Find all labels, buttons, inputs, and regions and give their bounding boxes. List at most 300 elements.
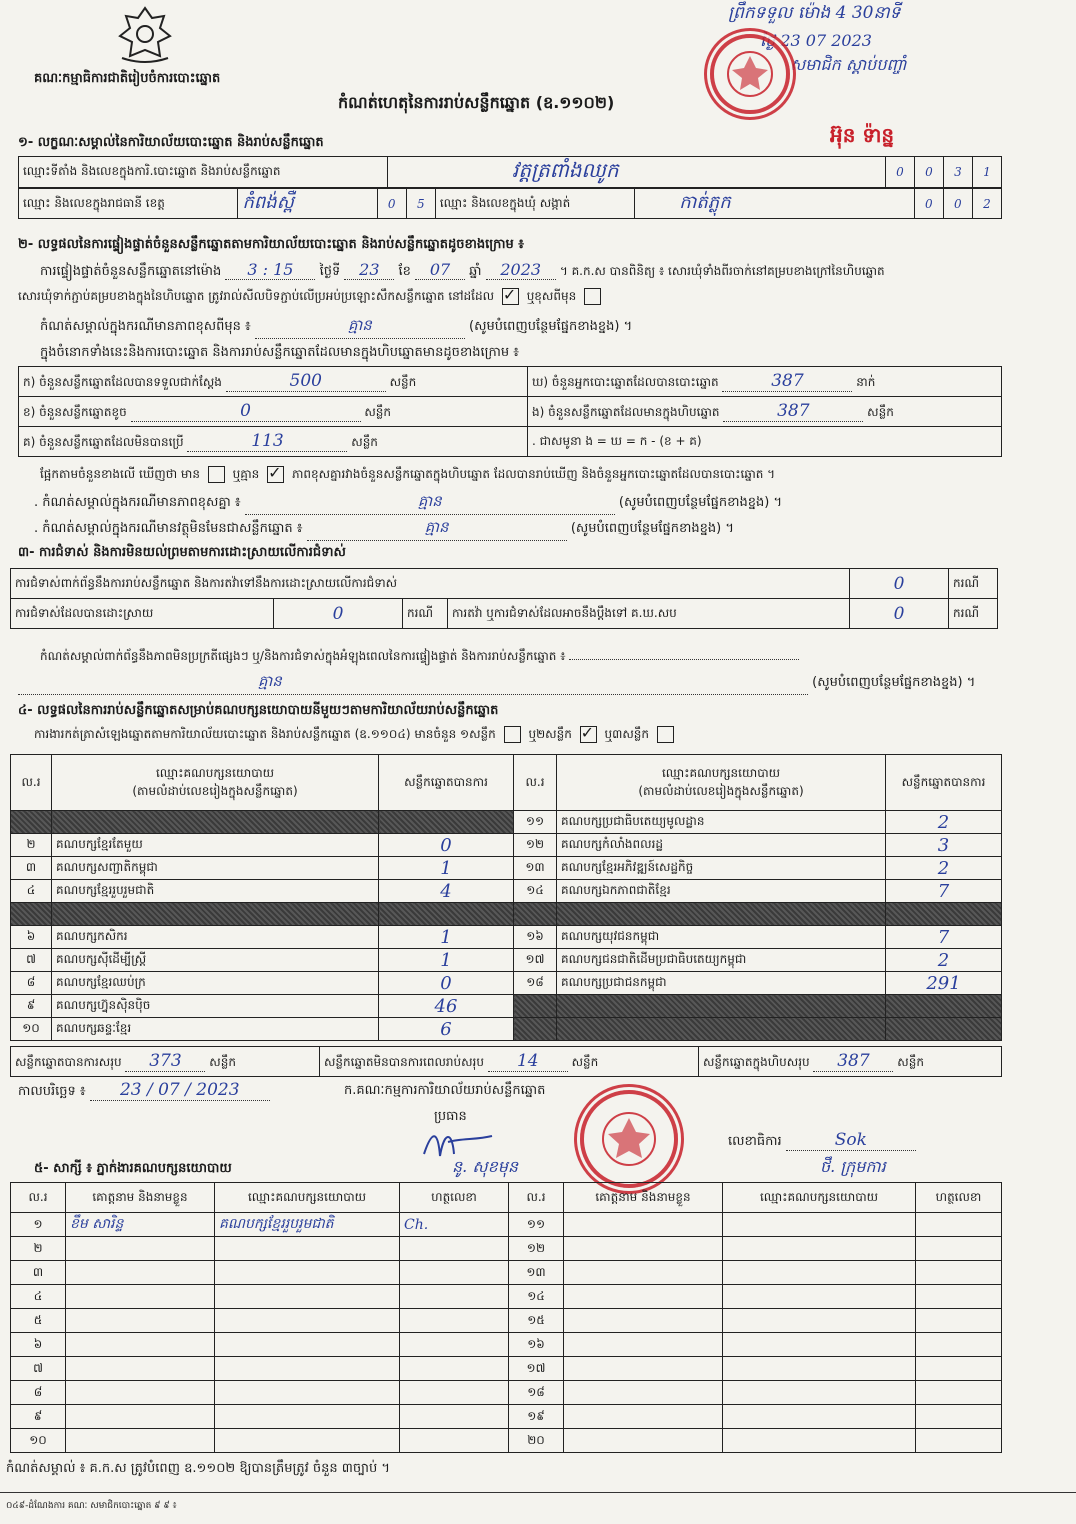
valid-total-cell [11,1047,320,1077]
footer-bottom: ០៤៩-ដំណែងការ គណៈ សមាជិកបោះឆ្នោត ៩ ៩ ៖ [6,1501,177,1511]
right-no-cell: ១២ [514,834,557,857]
province-name: កំពង់ស្ពឺ [242,192,294,213]
committee-stamp [580,1090,678,1188]
witness-table [10,1182,1002,1453]
box-total-value: 387 [813,1051,893,1072]
witness-no-left: ៤ [11,1285,66,1309]
results-row [11,811,1002,834]
witness-name-right[interactable] [564,1333,723,1357]
witness-sign-left[interactable] [400,1405,509,1429]
right-votes-cell [886,926,1002,949]
right-party-cell: គណបក្សប្រជាជនកម្ពុជា [557,972,886,995]
left-party-cell: គណបក្សខ្មែរតែមួយ [52,834,379,857]
count-d-label: ឃ) ចំនួនអ្នកបោះឆ្នោតដែលបានបោះឆ្នោត [532,375,719,389]
has-difference-checkbox[interactable] [208,466,225,483]
results-row [11,903,1002,926]
left-party-cell: គណបក្សខ្មែររួបរួមជាតិ [52,880,379,903]
witness-party-left[interactable] [215,1261,400,1285]
witness-sign-right[interactable] [916,1357,1002,1381]
witness-party-left[interactable] [215,1213,400,1237]
witness-sign-left-text: Ch. [404,1216,429,1233]
witness-name-left[interactable] [66,1309,215,1333]
right-no-cell: ១៧ [514,949,557,972]
right-party-cell: គណបក្សប្រជាធិបតេយ្យមូលដ្ឋាន [557,811,886,834]
change-note-hint: (សូមបំពេញបន្ថែមផ្នែកខាងខ្នង) ។ [469,319,633,334]
witness-party-right[interactable] [723,1285,916,1309]
top-official-stamp [710,34,790,114]
invalid-total-label: សន្លឹកឆ្នោតមិនបានការពេលរាប់សរុប [324,1055,484,1069]
difference-pre: ផ្អែកតាមចំនួនខាងលើ ឃើញថា មាន [40,467,200,481]
witness-sign-left[interactable] [400,1333,509,1357]
right-no-cell [514,903,557,926]
invalid-total-cell [320,1047,699,1077]
results-row [11,995,1002,1018]
left-party-cell: គណបក្សស៊ីដើម្បីស្ត្រី [52,949,379,972]
witness-sign-right[interactable] [916,1213,1002,1237]
change-note-value: គ្មាន [255,316,465,339]
invalid-note-value: គ្មាន [307,518,567,541]
witness-party-left[interactable] [215,1405,400,1429]
objection-value [850,569,949,599]
left-no-cell: ៦ [11,926,52,949]
resolved-value [274,599,403,629]
witness-name-left[interactable] [66,1333,215,1357]
resolved-count: 0 [332,603,344,624]
witness-no-left: ១០ [11,1429,66,1453]
date-value: 23 / 07 / 2023 [90,1080,270,1101]
count-c-value: 113 [187,431,347,452]
invalid-note-line [34,518,734,541]
witness-party-right[interactable] [723,1357,916,1381]
witness-name-right[interactable] [564,1309,723,1333]
count-c-unit: សន្លឹក [351,435,378,449]
count-d-cell [528,367,1002,397]
verification-pre: ការផ្ទៀងផ្ទាត់ចំនួនសន្លឹកឆ្នោតនៅម៉ោង [40,264,222,279]
witness-name-right[interactable] [564,1381,723,1405]
location-name: វត្តត្រពាំងឈូក [512,158,619,182]
irregularity-dots [569,659,799,660]
verification-time: 3 : 15 [225,260,315,280]
section1-heading: ១- លក្ខណៈសម្គាល់នៃការិយាល័យបោះឆ្នោត និងរាប់សន្លឹកឆ្នោត [18,135,324,150]
commune-name: កាត់ភ្លុក [679,192,731,213]
right-votes-value: 7 [937,880,950,902]
right-no-cell [514,995,557,1018]
commune-value [635,189,915,219]
formula-cell: . ជាសមូនា ង = ឃ = ក - (ខ + គ) [528,427,1002,457]
left-votes-cell [379,811,514,834]
difference-line [40,466,775,484]
witness-party-right[interactable] [723,1309,916,1333]
witness-row [11,1309,1002,1333]
date-label: កាលបរិច្ឆេទ ៖ [18,1084,86,1099]
invalid-total-value: 14 [488,1051,568,1072]
change-note-line [40,316,632,339]
count-d-value: 387 [722,371,852,392]
witness-name-left[interactable] [66,1405,215,1429]
witness-no-left: ៦ [11,1333,66,1357]
section1-table [18,156,1002,188]
secretary-signature: Sok [786,1130,916,1151]
witness-party-right[interactable] [723,1261,916,1285]
witness-name-left[interactable] [66,1357,215,1381]
witness-sign-left[interactable] [400,1213,509,1237]
left-votes-cell [379,926,514,949]
witness-party-right[interactable] [723,1429,916,1453]
witness-name-right[interactable] [564,1261,723,1285]
count-a-value: 500 [226,371,386,392]
col-party-right-title: ឈ្មោះគណបក្សនយោបាយ [661,765,781,780]
right-votes-value: 2 [937,949,950,971]
seal-text: សោរឃុំទាក់ភ្ជាប់គម្របខាងក្នុងនៃហិបឆ្នោត ត្រូវរាល់សីលបិទភ្ជាប់លើប្រអប់ប្រឡោះសឹកសន្លឹកឆ្នោត នៅដដែល [18,289,495,303]
location-label: ឈ្មោះទីតាំង និងលេខក្នុងការិ.បោះឆ្នោត និងរាប់សន្លឹកឆ្នោត [19,157,388,188]
col-no-left: ល.រ [11,755,52,811]
left-party-cell: គណបក្សកសិករ [52,926,379,949]
secretary-name: ថឹ. ក្រុមការ [820,1157,886,1176]
witness-name-right[interactable] [564,1405,723,1429]
witness-col-no-right: ល.រ [509,1183,564,1213]
difference-note-value: គ្មាន [245,492,615,515]
location-value [388,157,886,188]
left-no-cell: ៧ [11,949,52,972]
stamp-seal-icon [584,1094,674,1184]
results-row [11,972,1002,995]
witness-name-right[interactable] [564,1357,723,1381]
witness-name-left[interactable] [66,1213,215,1237]
witness-sign-left[interactable] [400,1261,509,1285]
valid-total-label: សន្លឹកឆ្នោតបានការសរុប [15,1055,122,1069]
location-digit: 1 [973,157,1002,188]
page-title: កំណត់ហេតុនៃការរាប់សន្លឹកឆ្នោត (ឧ.១១០២) [338,93,615,112]
witness-name-left[interactable] [66,1429,215,1453]
witness-party-right[interactable] [723,1405,916,1429]
witness-no-right: ១៥ [509,1309,564,1333]
right-votes-value: 291 [926,972,961,994]
province-digit: 0 [377,189,406,219]
count-a-unit: សន្លឹក [389,375,417,389]
witness-row [11,1333,1002,1357]
count-e-label: ង) ចំនួនសន្លឹកឆ្នោតដែលមានក្នុងហិបឆ្នោត [532,405,720,419]
witness-name-left[interactable] [66,1237,215,1261]
witness-no-left: ៩ [11,1405,66,1429]
witness-no-right: ១១ [509,1213,564,1237]
location-digit: 0 [886,157,915,188]
appeal-unit: ករណី [949,599,998,629]
witness-party-right[interactable] [723,1333,916,1357]
count-a-cell [19,367,528,397]
committee-label: ក.គណៈកម្មការការិយាល័យរាប់សន្លឹកឆ្នោត [344,1083,546,1098]
results-table [10,754,1002,1041]
col-votes-left: សន្លឹកឆ្នោតបានការ [379,755,514,811]
left-votes-cell [379,903,514,926]
witness-col-party-right: ឈ្មោះគណបក្សនយោបាយ [723,1183,916,1213]
two-copies-label: ឬ២សន្លឹក [528,727,572,741]
box-total-unit: សន្លឹក [897,1055,924,1069]
left-party-cell [52,903,379,926]
witness-name-left[interactable] [66,1285,215,1309]
witness-no-left: ៨ [11,1381,66,1405]
left-no-cell: ៩ [11,995,52,1018]
one-copy-checkbox[interactable] [504,726,521,743]
left-party-cell: គណបក្សឆន្ទៈខ្មែរ [52,1018,379,1041]
irregularity-value: គ្មាន [18,672,808,695]
province-digit: 5 [406,189,435,219]
right-party-cell [557,1018,886,1041]
chair-label: ប្រធាន [434,1109,467,1124]
left-no-cell: ៨ [11,972,52,995]
receipt-date: ថ្ងៃ 23 07 2023 [760,31,872,50]
right-votes-value: 2 [937,857,950,879]
witness-party-right[interactable] [723,1237,916,1261]
count-e-cell [528,397,1002,427]
count-d-unit: នាក់ [856,375,876,389]
right-votes-cell [886,857,1002,880]
witness-no-left: ២ [11,1237,66,1261]
witness-no-right: ១៣ [509,1261,564,1285]
same-checkbox[interactable] [502,288,519,305]
witness-name-right[interactable] [564,1429,723,1453]
left-votes-cell [379,834,514,857]
commune-digit: 2 [972,189,1001,219]
witness-row [11,1237,1002,1261]
footer-note: កំណត់សម្គាល់ ៖ គ.ក.ស ត្រូវបំពេញ ឧ.១១០២ ឱ្យបានត្រឹមត្រូវ ចំនួន ៣ច្បាប់ ។ [6,1461,390,1476]
change-note-label: កំណត់សម្គាល់ក្នុងករណីមានភាពខុសពីមុន ៖ [40,319,251,334]
right-votes-cell [886,972,1002,995]
witness-party-left[interactable] [215,1381,400,1405]
irregularity-label: កំណត់សម្គាល់ពាក់ព័ន្ធនឹងភាពមិនប្រក្រតីផ្សេងៗ ឬ/និងការជំទាស់ក្នុងអំឡុងពេលនៃការផ្ទៀងផ្ទាត់ និងការរាប់សន្លឹកឆ្នោត ៖ [40,649,566,663]
chair-name: នូ. សុខមុន [452,1157,519,1176]
witness-no-right: ១៧ [509,1357,564,1381]
copies-text: ការងារកត់ត្រាសំឡេងឆ្នោតតាមការិយាល័យបោះឆ្នោត និងរាប់សន្លឹកឆ្នោត (ឧ.១១០៤) មានចំនួន ១សន្លឹក [34,727,496,741]
right-no-cell [514,1018,557,1041]
different-checkbox[interactable] [584,288,601,305]
col-party-left-sub: (តាមលំដាប់លេខរៀងក្នុងសន្លឹកឆ្នោត) [132,783,298,798]
witness-party-right[interactable] [723,1381,916,1405]
count-b-unit: សន្លឹក [364,405,392,419]
three-copies-checkbox[interactable] [657,726,674,743]
secretary-line [728,1130,916,1152]
right-no-cell: ១៤ [514,880,557,903]
witness-name-right[interactable] [564,1213,723,1237]
valid-total-unit: សន្លឹក [209,1055,236,1069]
objection-count: 0 [893,573,905,594]
col-party-left-title: ឈ្មោះគណបក្សនយោបាយ [155,765,275,780]
section4-heading: ៤- លទ្ធផលនៃការរាប់សន្លឹកឆ្នោតសម្រាប់គណបក្សនយោបាយនីមួយៗតាមការិយាល័យរាប់សន្លឹកឆ្នោត [18,703,499,718]
witness-sign-left[interactable] [400,1309,509,1333]
witness-sign-left[interactable] [400,1285,509,1309]
count-c-cell [19,427,528,457]
results-row [11,880,1002,903]
witness-row [11,1213,1002,1237]
secretary-label: លេខាធិការ [728,1134,782,1149]
right-party-cell: គណបក្សយុវជនកម្ពុជា [557,926,886,949]
witness-party-left[interactable] [215,1237,400,1261]
right-votes-cell [886,995,1002,1018]
verification-post: ។ គ.ក.ស បានពិនិត្យ ៖ សោរឃុំទាំងពីរចាក់នៅគម្របខាងក្រៅនៃហិបឆ្នោត [559,264,885,278]
resolved-unit: ករណី [403,599,448,629]
verification-line [40,260,885,282]
difference-or: ឬគ្មាន [232,467,260,481]
witness-sign-right[interactable] [916,1237,1002,1261]
left-no-cell: ៣ [11,857,52,880]
right-votes-cell [886,880,1002,903]
left-no-cell: ២ [11,834,52,857]
results-row [11,1018,1002,1041]
right-votes-cell [886,834,1002,857]
objection-label: ការជំទាស់ពាក់ព័ន្ធនឹងការរាប់សន្លឹកឆ្នោត និងការតវ៉ាទៅនឹងការដោះស្រាយលើការជំទាស់ [11,569,850,599]
left-no-cell: ៤ [11,880,52,903]
objection-unit: ករណី [949,569,998,599]
witness-no-right: ២០ [509,1429,564,1453]
witness-sign-right[interactable] [916,1429,1002,1453]
witness-row [11,1261,1002,1285]
witness-col-sign-left: ហត្ថលេខា [400,1183,509,1213]
witness-no-right: ១៨ [509,1381,564,1405]
commune-digit: 0 [943,189,972,219]
left-votes-value: 1 [440,949,452,971]
witness-name-left-text: ខឹម សារិន្ទ [70,1216,124,1232]
location-digit: 0 [915,157,944,188]
witness-name-left[interactable] [66,1381,215,1405]
witness-no-right: ១៦ [509,1333,564,1357]
witness-party-left[interactable] [215,1357,400,1381]
right-no-cell: ១១ [514,811,557,834]
witness-name-right[interactable] [564,1237,723,1261]
left-votes-cell [379,857,514,880]
witness-name-right[interactable] [564,1285,723,1309]
witness-col-name-left: គោត្តនាម និងនាមខ្លួន [66,1183,215,1213]
witness-sign-right[interactable] [916,1285,1002,1309]
col-party-right [557,755,886,811]
left-votes-value: 6 [440,1018,452,1040]
month-label: ខែ [398,264,411,279]
footer-divider [0,1492,1076,1493]
right-votes-cell [886,811,1002,834]
right-votes-value: 2 [937,811,950,833]
year-label: ឆ្នាំ [469,264,482,279]
section3-heading: ៣- ការជំទាស់ និងការមិនយល់ព្រមតាមការដោះស្រាយលើការជំទាស់ [18,545,346,560]
results-row [11,857,1002,880]
left-party-cell: គណបក្សខ្មែរឈប់ក្រ [52,972,379,995]
appeal-count: 0 [893,603,905,624]
witness-sign-left[interactable] [400,1381,509,1405]
col-votes-right: សន្លឹកឆ្នោតបានការ [886,755,1002,811]
right-no-cell: ១៣ [514,857,557,880]
location-digit: 3 [944,157,973,188]
witness-party-right[interactable] [723,1213,916,1237]
no-difference-checkbox[interactable] [267,466,284,483]
left-votes-cell [379,1018,514,1041]
witness-party-left[interactable] [215,1285,400,1309]
right-votes-cell [886,903,1002,926]
witness-sign-right[interactable] [916,1261,1002,1285]
left-votes-value: 0 [440,972,452,994]
irregularity-note [40,648,799,666]
witness-sign-left[interactable] [400,1357,509,1381]
count-c-label: គ) ចំនួនសន្លឹកឆ្នោតដែលមិនបានប្រើ [23,435,184,449]
witness-name-left[interactable] [66,1261,215,1285]
count-e-value: 387 [723,401,863,422]
right-no-cell: ១៦ [514,926,557,949]
left-votes-cell [379,972,514,995]
left-votes-value: 46 [434,995,458,1017]
counts-table [18,366,1002,457]
right-votes-value: 7 [937,926,950,948]
right-party-cell: គណបក្សជនជាតិដើមប្រជាធិបតេយ្យកម្ពុជា [557,949,886,972]
witness-sign-right[interactable] [916,1405,1002,1429]
results-row [11,926,1002,949]
witness-row [11,1405,1002,1429]
totals-table [10,1046,1002,1077]
witness-col-party-left: ឈ្មោះគណបក្សនយោបាយ [215,1183,400,1213]
valid-total-value: 373 [125,1051,205,1072]
witness-no-right: ១២ [509,1237,564,1261]
witness-row [11,1381,1002,1405]
witness-party-left[interactable] [215,1333,400,1357]
province-value [238,189,377,219]
witness-party-left[interactable] [215,1429,400,1453]
witness-row [11,1357,1002,1381]
witness-sign-left[interactable] [400,1429,509,1453]
day-label: ថ្ងៃទី [319,264,341,279]
verification-year: 2023 [486,260,556,280]
section5-heading: ៥- សាក្សី ៖ ភ្នាក់ងារគណបក្សនយោបាយ [34,1161,232,1176]
col-party-right-sub: (តាមលំដាប់លេខរៀងក្នុងសន្លឹកឆ្នោត) [638,783,804,798]
receipt-note: ព្រឹកទទួល ម៉ោង 4 30នាទី [728,3,901,23]
witness-sign-right[interactable] [916,1381,1002,1405]
copies-line [34,726,678,744]
cambodia-emblem-icon [112,4,178,64]
emblem [112,4,178,64]
box-total-label: សន្លឹកឆ្នោតក្នុងហិបសរុប [703,1055,810,1069]
commission-name: គណៈកម្មាធិការជាតិរៀបចំការបោះឆ្នោត [34,71,221,86]
counts-heading: ក្នុងចំនោកទាំងនេះនិងការបោះឆ្នោត និងការរាប់សន្លឹកឆ្នោតដែលមានក្នុងហិបឆ្នោតមានដូចខាងក្រោម ៖ [40,345,520,360]
verification-month: 07 [415,260,465,280]
witness-sign-right[interactable] [916,1333,1002,1357]
right-votes-cell [886,949,1002,972]
or-not-label: ឬខុសពីមុន [526,289,577,303]
right-votes-value: 3 [937,834,950,856]
left-votes-cell [379,995,514,1018]
section1-table-row2 [18,188,1002,219]
seal-line [18,288,605,306]
witness-sign-left[interactable] [400,1237,509,1261]
two-copies-checkbox[interactable] [580,726,597,743]
witness-sign-right[interactable] [916,1309,1002,1333]
left-no-cell [11,811,52,834]
witness-party-left-text: គណបក្សខ្មែររួបរួមជាតិ [219,1216,334,1232]
results-row [11,949,1002,972]
witness-no-left: ១ [11,1213,66,1237]
three-copies-label: ឬ៣សន្លឹក [604,727,649,741]
count-a-label: ក) ចំនួនសន្លឹកឆ្នោតដែលបានទទួលជាក់ស្តែង [23,375,222,389]
count-b-cell [19,397,528,427]
count-b-label: ខ) ចំនួនសន្លឹកឆ្នោតខូច [23,405,127,419]
commune-label: ឈ្មោះ និងលេខក្នុងឃុំ សង្កាត់ [435,189,634,219]
resolved-label: ការជំទាស់ដែលបានដោះស្រាយ [11,599,274,629]
left-party-cell: គណបក្សហ្វ៊ុនស៊ិនប៉ិច [52,995,379,1018]
right-party-cell: គណបក្សកំលាំងពលរដ្ឋ [557,834,886,857]
province-label: ឈ្មោះ និងលេខក្នុងរាជធានី ខេត្ត [19,189,238,219]
right-party-cell [557,903,886,926]
left-party-cell: គណបក្សសញ្ជាតិកម្ពុជា [52,857,379,880]
witness-party-left[interactable] [215,1309,400,1333]
left-votes-cell [379,880,514,903]
left-votes-cell [379,949,514,972]
receipt-note-2: សមាជិក ស្ដាប់បញ្ចាំ [790,55,907,74]
witness-row [11,1285,1002,1309]
invalid-note-hint: (សូមបំពេញបន្ថែមផ្នែកខាងខ្នង) ។ [570,521,734,536]
witness-no-left: ៣ [11,1261,66,1285]
